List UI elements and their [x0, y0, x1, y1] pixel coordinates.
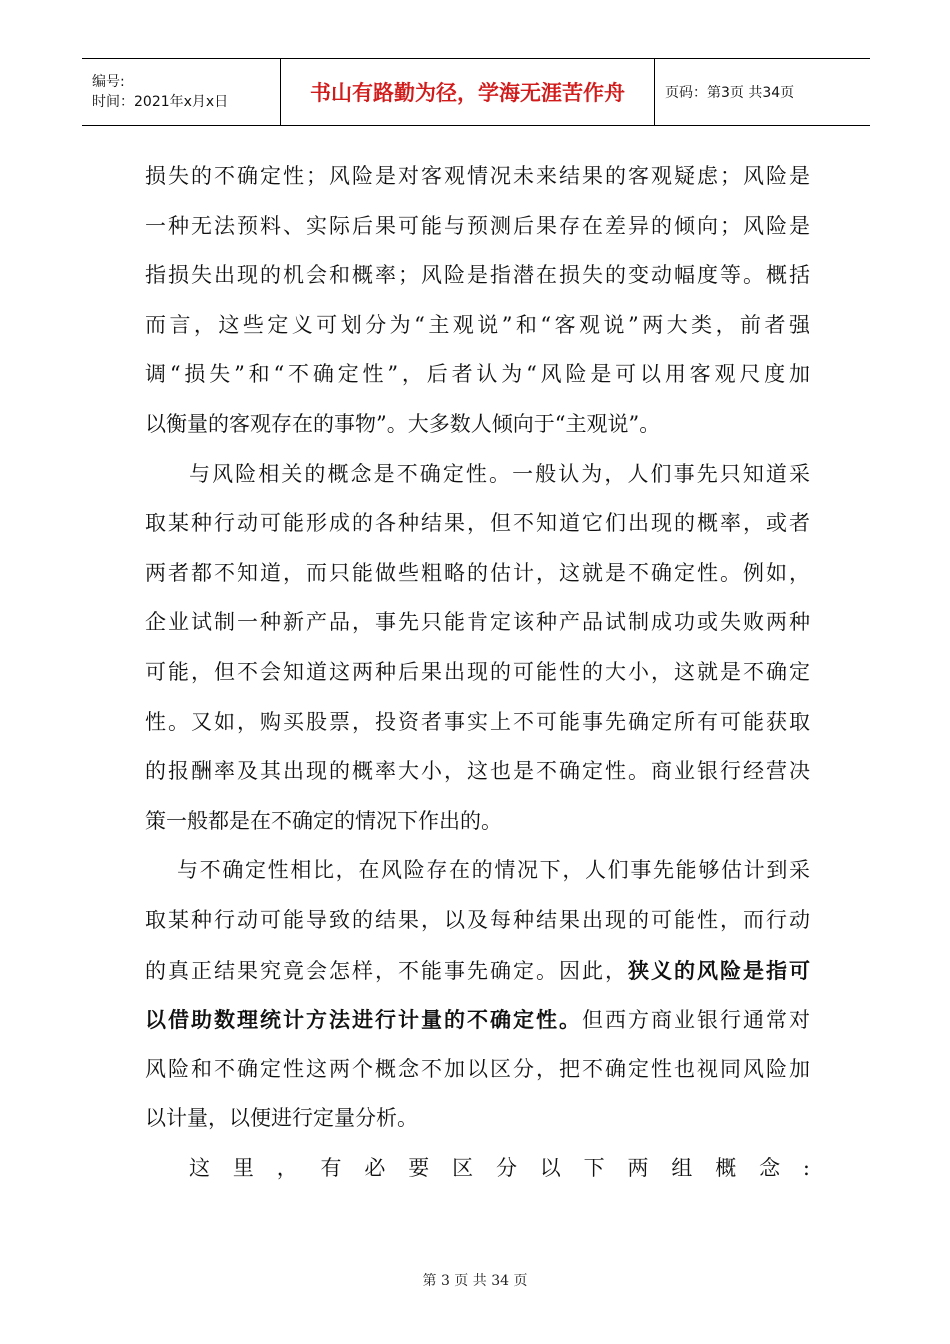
bold-definition-text: 以借助数理统计方法进行计量的不确定性。	[145, 1007, 582, 1033]
text-line: 企业试制一种新产品，事先只能肯定该种产品试制成功或失败两种	[145, 610, 810, 635]
header-page	[655, 59, 870, 125]
date-label: 时间：2021年x月x日	[92, 94, 229, 110]
text-line: 取某种行动可能形成的各种结果，但不知道它们出现的概率，或者	[145, 511, 810, 536]
text-line: 调“损失”和“不确定性”，后者认为“风险是可以用客观尺度加	[145, 362, 810, 387]
text-line: 以衡量的客观存在的事物”。大多数人倾向于“主观说”。	[145, 411, 661, 436]
page-label: 页码：第3页 共34页	[665, 85, 795, 101]
text-line: 可能，但不会知道这两种后果出现的可能性的大小，这就是不确定	[145, 659, 810, 684]
motto-text: 书山有路勤为径，学海无涯苦作舟	[310, 81, 625, 105]
normal-text: 但西方商业银行通常对	[582, 1008, 810, 1033]
text-line: 策一般都是在不确定的情况下作出的。	[145, 808, 502, 833]
text-line: 两者都不知道，而只能做些粗略的估计，这就是不确定性。例如，	[145, 560, 810, 585]
text-line: 与风险相关的概念是不确定性。一般认为，人们事先只知道采	[189, 461, 810, 486]
paragraph-2	[145, 450, 810, 847]
text-line	[145, 995, 810, 1045]
document-body	[145, 152, 810, 1193]
text-line: 风险和不确定性这两个概念不加以区分，把不确定性也视同风险加	[145, 1056, 810, 1081]
header-table	[82, 58, 870, 126]
number-label: 编号:	[92, 74, 125, 90]
header-meta	[82, 59, 281, 125]
header-motto	[281, 59, 655, 125]
text-line: 的报酬率及其出现的概率大小，这也是不确定性。商业银行经营决	[145, 759, 810, 784]
text-line	[145, 946, 810, 996]
paragraph-4	[145, 1144, 810, 1194]
text-line: 损失的不确定性；风险是对客观情况未来结果的客观疑虑；风险是	[145, 164, 810, 188]
page-footer	[0, 1270, 950, 1290]
bold-definition-text: 狭义的风险是指可	[628, 957, 810, 983]
text-line: 这里，有必要区分以下两组概念:	[189, 1155, 810, 1180]
text-line: 指损失出现的机会和概率；风险是指潜在损失的变动幅度等。概括	[145, 263, 810, 288]
text-line: 一种无法预料、实际后果可能与预测后果存在差异的倾向；风险是	[145, 213, 810, 238]
paragraph-1	[145, 152, 810, 450]
paragraph-3	[145, 846, 810, 1144]
normal-text: 的真正结果究竟会怎样，不能事先确定。因此，	[145, 958, 628, 983]
text-line: 而言，这些定义可划分为“主观说”和“客观说”两大类，前者强	[145, 312, 810, 337]
text-line: 取某种行动可能导致的结果，以及每种结果出现的可能性，而行动	[145, 907, 810, 932]
footer-page-number: 第 3 页 共 34 页	[422, 1273, 528, 1289]
text-line: 以计量，以便进行定量分析。	[145, 1106, 418, 1131]
text-line: 与不确定性相比，在风险存在的情况下，人们事先能够估计到采	[177, 858, 810, 883]
text-line: 性。又如，购买股票，投资者事实上不可能事先确定所有可能获取	[145, 709, 810, 734]
